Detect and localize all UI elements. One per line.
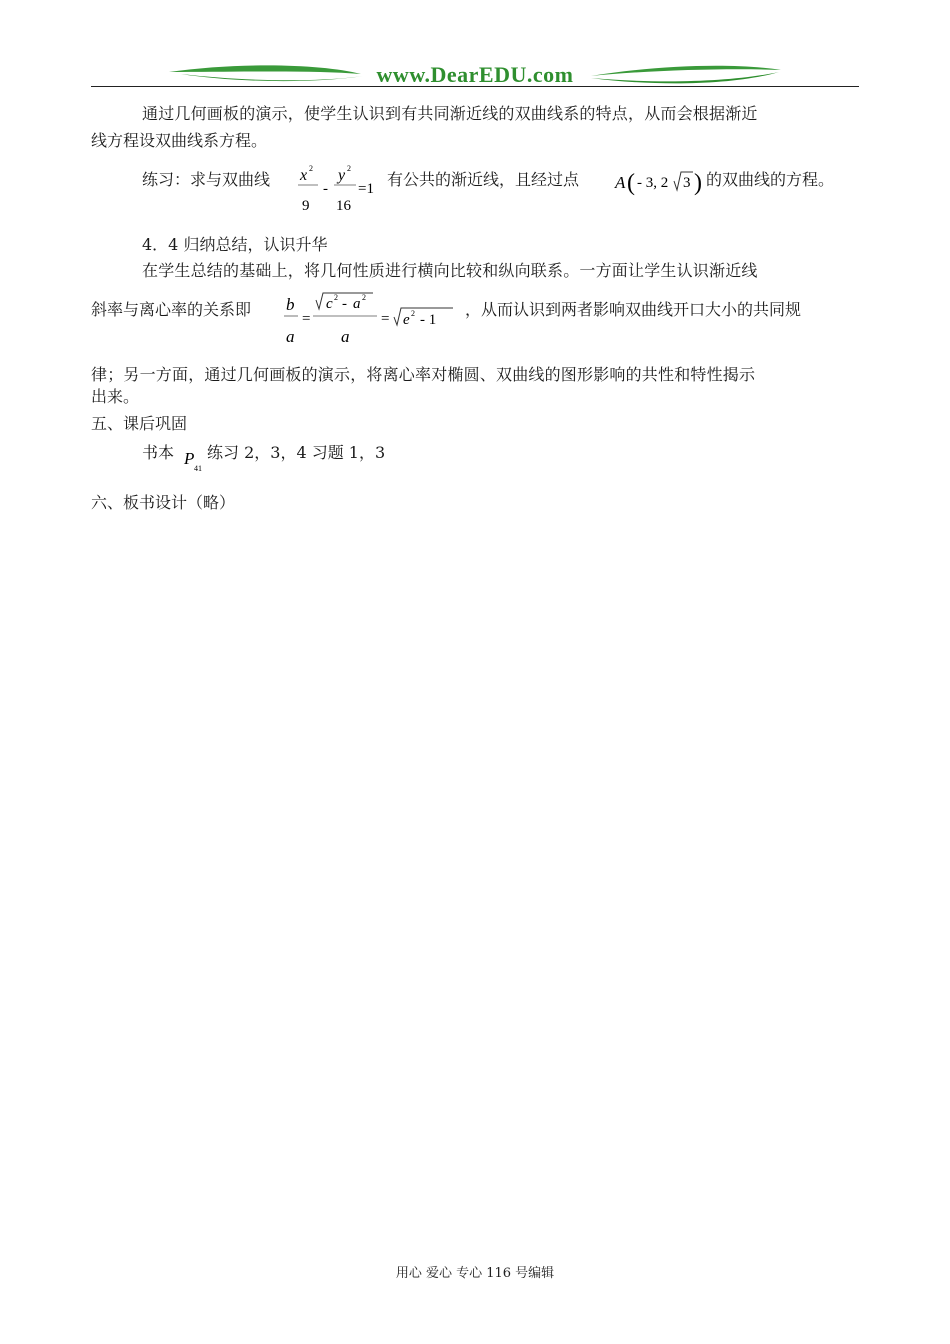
header-rule [91, 86, 859, 87]
formula-b: b [286, 295, 295, 314]
eq-x: x [300, 167, 308, 184]
formula-a-den: a [341, 327, 350, 346]
exercise-prefix: 练习：求与双曲线 [142, 170, 271, 189]
slope-eccentricity-formula [283, 290, 463, 354]
section-4-4-heading: 4．4 归纳总结，认识升华 [142, 235, 328, 254]
paragraph-1-line-1: 通过几何画板的演示，使学生认识到有共同渐近线的双曲线系的特点，从而会根据渐近 [142, 104, 758, 123]
point-right-paren: ) [694, 170, 702, 196]
paragraph-2-line-2-prefix: 斜率与离心率的关系即 [91, 300, 252, 319]
formula-minus-one: - 1 [420, 312, 437, 328]
formula-minus: - [342, 296, 347, 312]
page-header [91, 60, 859, 90]
formula-c: c [326, 296, 333, 312]
eq-y-exp: 2 [347, 164, 351, 173]
point-left-paren: ( [627, 170, 635, 196]
paragraph-2-line-2-suffix: ，从而认识到两者影响双曲线开口大小的共同规 [465, 300, 802, 319]
point-root: 3 [683, 175, 691, 191]
formula-e: e [403, 312, 410, 328]
paragraph-2-line-4: 出来。 [91, 387, 140, 406]
point-coords: - 3, 2 [637, 175, 669, 191]
eq-minus: - [323, 181, 328, 197]
point-a-expression [613, 164, 713, 198]
eq-y: y [338, 167, 346, 184]
formula-c-exp: 2 [334, 293, 338, 302]
homework-prefix: 书本 [142, 443, 175, 462]
page-footer: 用心 爱心 专心 116 号编辑 [395, 1266, 555, 1281]
exercise-suffix: 的双曲线的方程。 [706, 170, 835, 189]
page-sub: 41 [194, 464, 202, 473]
eq-equals-one: =1 [358, 181, 374, 197]
formula-a: a [286, 327, 295, 346]
formula-e-exp: 2 [411, 309, 415, 318]
section-5-heading: 五、课后巩固 [91, 414, 188, 433]
paragraph-2-line-1: 在学生总结的基础上，将几何性质进行横向比较和纵向联系。一方面让学生认识渐近线 [142, 261, 758, 280]
page-p: P [184, 449, 195, 468]
eq-x-exp: 2 [309, 164, 313, 173]
section-6-heading: 六、板书设计（略） [91, 493, 236, 512]
eq-denominator-9: 9 [302, 198, 310, 214]
point-label: A [615, 173, 626, 192]
paragraph-1-line-2: 线方程设双曲线系方程。 [91, 131, 268, 150]
site-logo-text: www.DearEDU.com [376, 62, 574, 87]
hyperbola-equation [296, 160, 386, 220]
formula-eq-1: = [302, 311, 311, 327]
exercise-middle: 有公共的渐近线，且经过点 [387, 170, 580, 189]
paragraph-2-line-3: 律；另一方面，通过几何画板的演示，将离心率对椭圆、双曲线的图形影响的共性和特性揭示 [91, 365, 756, 384]
eq-denominator-16: 16 [336, 198, 351, 214]
formula-a2: a [353, 296, 361, 312]
formula-eq-2: = [381, 311, 390, 327]
homework-text: 练习 2，3，4 习题 1，3 [207, 443, 386, 462]
formula-a2-exp: 2 [362, 293, 366, 302]
homework-page-ref [182, 442, 206, 474]
